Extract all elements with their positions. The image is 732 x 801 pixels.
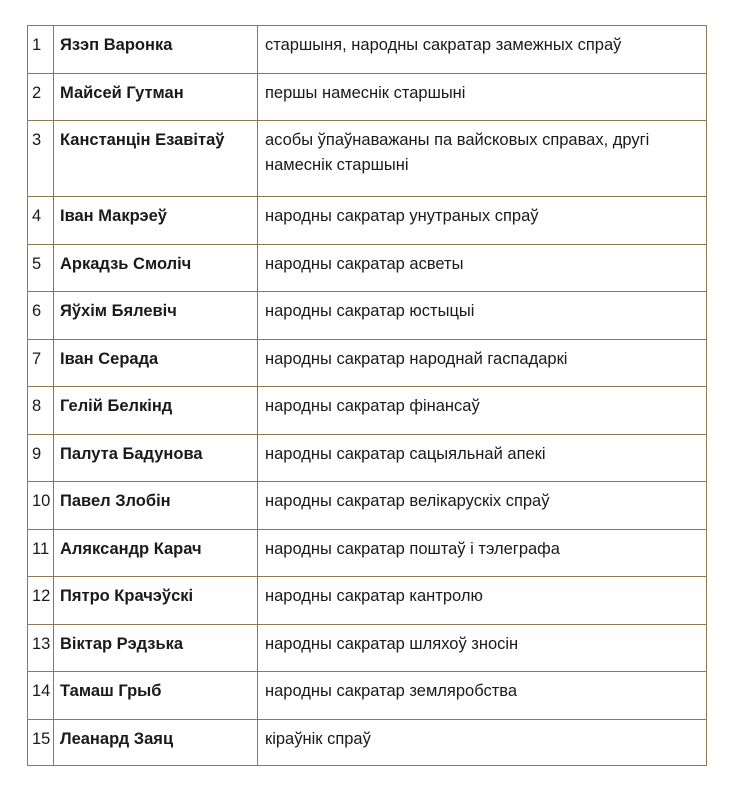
table-row bbox=[28, 577, 707, 625]
member-role: кіраўнік спраў bbox=[258, 719, 707, 765]
table-row bbox=[28, 482, 707, 530]
member-role: першы намеснік старшыні bbox=[258, 73, 707, 121]
table-row bbox=[28, 624, 707, 672]
member-role: народны сакратар юстыцыі bbox=[258, 292, 707, 340]
row-number: 15 bbox=[28, 719, 54, 765]
member-name: Гелій Белкінд bbox=[54, 387, 258, 435]
member-role: народны сакратар народнай гаспадаркі bbox=[258, 339, 707, 387]
member-role: народны сакратар шляхоў зносін bbox=[258, 624, 707, 672]
table-row bbox=[28, 244, 707, 292]
member-name: Яўхім Бялевіч bbox=[54, 292, 258, 340]
member-name: Тамаш Грыб bbox=[54, 672, 258, 720]
member-role: народны сакратар асветы bbox=[258, 244, 707, 292]
row-number: 2 bbox=[28, 73, 54, 121]
document-page bbox=[27, 25, 706, 770]
member-name: Канстанцін Езавітаў bbox=[54, 121, 258, 197]
member-name: Іван Макрэеў bbox=[54, 197, 258, 245]
row-number: 1 bbox=[28, 26, 54, 74]
row-number: 7 bbox=[28, 339, 54, 387]
row-number: 9 bbox=[28, 434, 54, 482]
row-number: 3 bbox=[28, 121, 54, 197]
member-name: Іван Серада bbox=[54, 339, 258, 387]
member-role: народны сакратар унутраных спраў bbox=[258, 197, 707, 245]
table-row bbox=[28, 26, 707, 74]
member-name: Віктар Рэдзька bbox=[54, 624, 258, 672]
member-name: Леанард Заяц bbox=[54, 719, 258, 765]
member-name: Палута Бадунова bbox=[54, 434, 258, 482]
table-row bbox=[28, 719, 707, 765]
member-name: Павел Злобін bbox=[54, 482, 258, 530]
row-number: 14 bbox=[28, 672, 54, 720]
row-number: 6 bbox=[28, 292, 54, 340]
table-row bbox=[28, 434, 707, 482]
member-role: народны сакратар велікарускіх спраў bbox=[258, 482, 707, 530]
table-row bbox=[28, 197, 707, 245]
table-row bbox=[28, 121, 707, 197]
member-name: Язэп Варонка bbox=[54, 26, 258, 74]
row-number: 12 bbox=[28, 577, 54, 625]
row-number: 8 bbox=[28, 387, 54, 435]
table-row bbox=[28, 387, 707, 435]
table-row bbox=[28, 73, 707, 121]
member-role: народны сакратар кантролю bbox=[258, 577, 707, 625]
table-row bbox=[28, 672, 707, 720]
member-role: асобы ўпаўнаважаны па вайсковых справах, другі намеснік старшыні bbox=[258, 121, 707, 197]
row-number: 4 bbox=[28, 197, 54, 245]
member-role: народны сакратар фінансаў bbox=[258, 387, 707, 435]
row-number: 13 bbox=[28, 624, 54, 672]
member-name: Аляксандр Карач bbox=[54, 529, 258, 577]
member-name: Пятро Крачэўскі bbox=[54, 577, 258, 625]
row-number: 11 bbox=[28, 529, 54, 577]
table-row bbox=[28, 292, 707, 340]
row-number: 5 bbox=[28, 244, 54, 292]
member-role: старшыня, народны сакратар замежных спраў bbox=[258, 26, 707, 74]
member-role: народны сакратар земляробства bbox=[258, 672, 707, 720]
member-role: народны сакратар сацыяльнай апекі bbox=[258, 434, 707, 482]
table-row bbox=[28, 529, 707, 577]
members-table bbox=[27, 25, 707, 766]
member-role: народны сакратар поштаў і тэлеграфа bbox=[258, 529, 707, 577]
member-name: Аркадзь Смоліч bbox=[54, 244, 258, 292]
member-name: Майсей Гутман bbox=[54, 73, 258, 121]
table-row bbox=[28, 339, 707, 387]
row-number: 10 bbox=[28, 482, 54, 530]
